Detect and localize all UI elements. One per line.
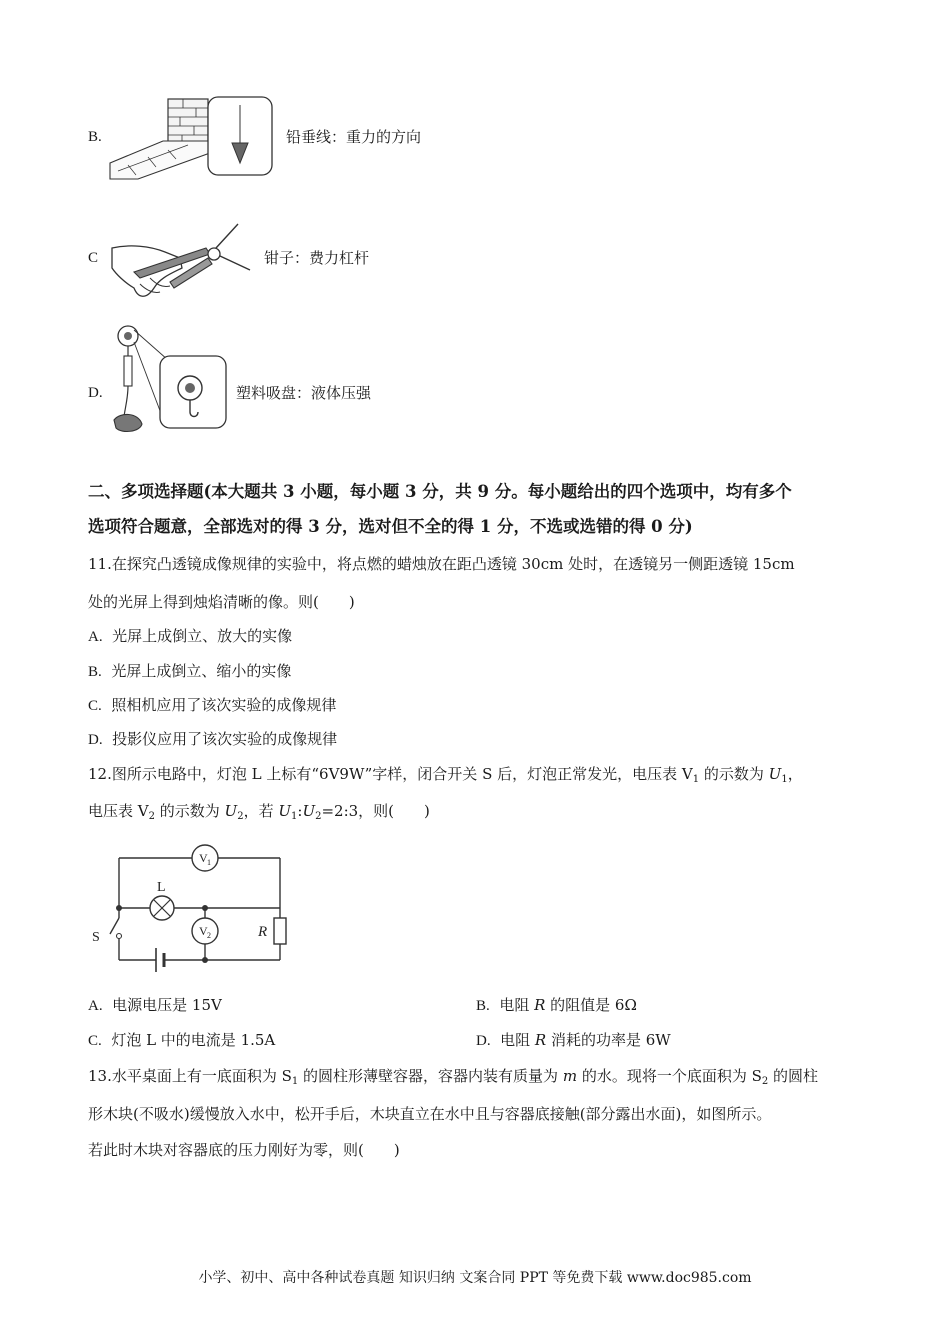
q11-stem-line1: 11.在探究凸透镜成像规律的实验中，将点燃的蜡烛放在距凸透镜 30cm 处时，在透镜另一侧距透镜 15cm [88,555,795,573]
q11-option-a-text: 光屏上成倒立、放大的实像 [112,627,293,645]
q13-line1-text-a: 13.水平桌面上有一底面积为 S [88,1067,292,1085]
q12-line2-usub: 2 [237,811,244,822]
resistor-icon [274,918,286,944]
q12-option-b-letter: B. [476,998,490,1014]
v1-label: V [199,851,208,865]
page-footer: 小学、初中、高中各种试卷真题 知识归纳 文案合同 PPT 等免费下载 www.doc985.com [198,1270,752,1286]
q11-option-c-letter: C. [88,698,102,714]
q11-option-d-text: 投影仪应用了该次实验的成像规律 [112,730,338,748]
q12-line2-text-c: ，若 [243,802,279,820]
q11-option-a-letter: A. [88,629,103,645]
option-c-text: 钳子：费力杠杆 [264,249,370,267]
q12-stem-line1 [88,764,803,790]
q12-line1-u: U [768,765,782,783]
plumb-line-figure [108,95,278,185]
pliers-figure [110,218,260,303]
q12-option-d-r: R [534,1031,547,1049]
q11-option-d-letter: D. [88,732,103,748]
q13-line1-s2: 2 [761,1076,769,1087]
q12-line1-end: ， [787,765,803,783]
section2-heading-line1: 二、多项选择题(本大题共 3 小题，每小题 3 分，共 9 分。每小题给出的四个选项中，均有多个 [88,482,792,501]
resistor-label: R [258,924,268,940]
q12-ratio-u1: U [278,802,291,820]
q12-ratio-colon: : [297,802,303,820]
q12-option-c-text: 灯泡 L 中的电流是 1.5A [111,1031,276,1049]
q11-option-c-text: 照相机应用了该次实验的成像规律 [111,696,337,714]
q12-line1-sub: 1 [692,774,700,785]
q12-option-a-text: 电源电压是 15V [112,996,222,1014]
q12-option-b-text-b: 的阻值是 6Ω [545,996,637,1014]
switch-icon [110,918,119,934]
section2-heading-line2: 选项符合题意，全部选对的得 3 分，选对但不全的得 1 分，不选或选错的得 0 分) [88,517,693,536]
option-d-letter: D. [88,385,103,401]
q13-line1-m: m [562,1067,578,1085]
v2-sub-label: 2 [207,931,211,940]
q12-line1-text-b: 的示数为 [699,765,769,783]
q12-option-b-text-a: 电阻 [499,996,535,1014]
q13-line1-text-b: 的圆柱形薄壁容器，容器内装有质量为 [298,1067,563,1085]
q12-option-d-letter: D. [476,1033,491,1049]
option-c-letter: C [88,250,99,266]
q13-line1-text-c: 的水。现将一个底面积为 S [577,1067,762,1085]
q13-line1-s1: 1 [291,1076,299,1087]
q13-stem-line2: 形木块(不吸水)缓慢放入水中，松开手后，木块直立在水中且与容器底接触(部分露出水面)，如图所示。 [88,1105,772,1123]
q11-option-b-text: 光屏上成倒立、缩小的实像 [111,662,292,680]
q13-stem-line1 [88,1066,818,1092]
q12-line2-sub: 2 [148,811,155,822]
q13-line1-text-d: 的圆柱 [768,1067,819,1085]
q12-line1-usub: 1 [781,774,788,785]
q12-line2-text-a: 电压表 V [88,802,149,820]
switch-label: S [92,930,100,945]
q12-option-a [88,995,222,1016]
q12-line1-text-a: 12.图所示电路中，灯泡 L 上标有“6V9W”字样，闭合开关 S 后，灯泡正常发光，电压表 V [88,765,693,783]
q11-option-c [88,695,336,716]
q12-option-d [476,1030,671,1051]
q12-option-a-letter: A. [88,998,103,1014]
q11-option-d [88,729,337,750]
q12-ratio-u2: U [302,802,316,820]
circuit-diagram [88,838,308,978]
q12-option-d-text-a: 电阻 [500,1031,535,1049]
q11-option-b [88,661,291,682]
q11-option-a [88,626,292,647]
q12-option-c [88,1030,275,1051]
q12-ratio-value: =2:3，则( ) [321,802,430,820]
v1-sub-label: 1 [207,858,211,867]
option-b-letter: B. [88,129,102,145]
q13-stem-line3: 若此时木块对容器底的压力刚好为零，则( ) [88,1141,400,1159]
q12-line2-text-b: 的示数为 [154,802,225,820]
v2-label: V [199,924,208,938]
suction-cup-figure [112,320,232,448]
q12-option-c-letter: C. [88,1033,102,1049]
q12-option-d-text-b: 消耗的功率是 6W [546,1031,671,1049]
q12-ratio-s2: 2 [315,811,322,822]
q12-ratio-s1: 1 [291,811,298,822]
q12-option-b-r: R [534,996,546,1014]
option-b-text: 铅垂线：重力的方向 [286,128,422,146]
q12-stem-line2 [88,801,430,827]
q12-line2-u: U [224,802,238,820]
option-d-text: 塑料吸盘：液体压强 [236,384,372,402]
q11-stem-line2: 处的光屏上得到烛焰清晰的像。则( ) [88,593,355,611]
q11-option-b-letter: B. [88,664,102,680]
q12-option-b [476,995,637,1016]
lamp-label: L [157,880,166,895]
